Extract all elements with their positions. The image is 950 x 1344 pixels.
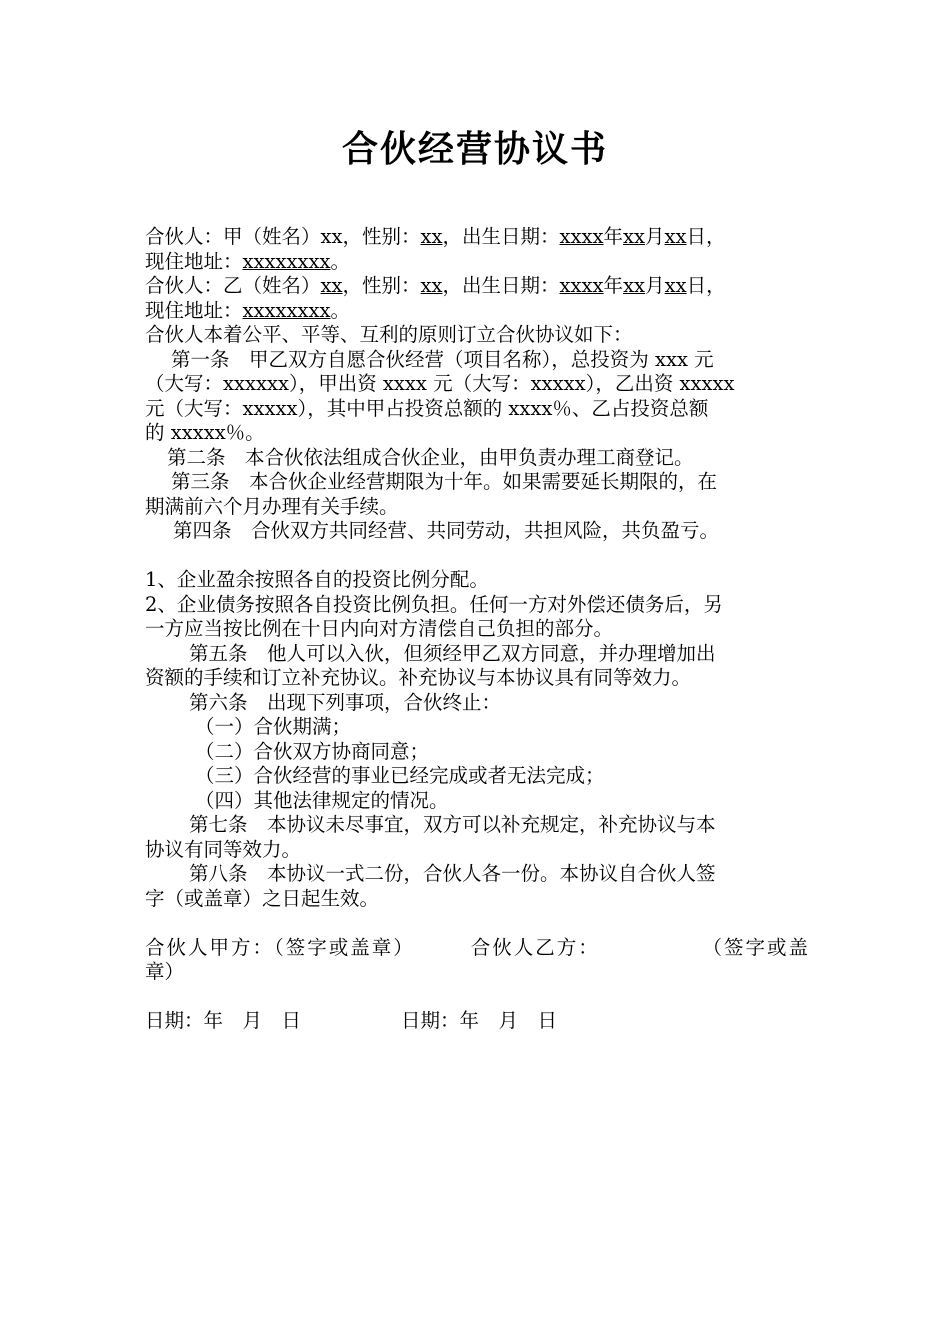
partner-b-name: xx <box>320 274 343 297</box>
partner-b-birth-day: xx <box>664 274 687 297</box>
partner-a-birth-day: xx <box>664 225 687 248</box>
partner-a-address-label: 现住地址： <box>145 249 243 273</box>
article-1-line-2: （大写：xxxxxx），甲出资 xxxx 元（大写：xxxxx），乙出资 xxxxx <box>145 372 735 395</box>
article-4: 第四条 合伙双方共同经营、共同劳动，共担风险，共负盈亏。 <box>173 519 720 542</box>
spacer <box>145 911 810 936</box>
article-6-item: （三）合伙经营的事业已经完成或者无法完成； <box>195 764 605 787</box>
signature-line <box>145 936 810 961</box>
partner-a-prefix: 合伙人：甲（姓名）xx，性别： <box>145 225 421 248</box>
signature-party-b: 合伙人乙方： <box>470 935 600 959</box>
date-party-b: 日期：年 月 日 <box>401 1009 558 1032</box>
article-3-line-2: 期满前六个月办理有关手续。 <box>145 494 399 518</box>
partner-a-birth-year: xxxx <box>559 225 604 248</box>
article-1-line-3: 元（大写：xxxxx），其中甲占投资总额的 xxxx％、乙占投资总额 <box>145 396 709 420</box>
partner-b-line <box>145 274 810 299</box>
article-7-line-2: 协议有同等效力。 <box>145 837 302 861</box>
debt-item-line-2: 一方应当按比例在十日内向对方清偿自己负担的部分。 <box>145 617 614 640</box>
partner-b-day-unit: 日， <box>686 274 726 297</box>
document-body <box>145 225 810 1034</box>
partner-b-gender: xx <box>420 274 443 297</box>
partner-b-birth-month: xx <box>623 274 646 297</box>
article-1-line-1: 第一条 甲乙双方自愿合伙经营（项目名称），总投资为 xxx 元 <box>171 347 714 371</box>
partner-b-birth-year: xxxx <box>559 274 604 297</box>
profit-item: 1、企业盈余按照各自的投资比例分配。 <box>145 568 489 591</box>
partner-a-address: xxxxxxxx <box>242 249 331 273</box>
partner-a-year-unit: 年 <box>603 225 624 248</box>
partner-a-address-end: 。 <box>330 249 351 273</box>
partner-a-birth-month: xx <box>623 225 646 248</box>
partner-a-birth-label: ，出生日期： <box>442 225 560 248</box>
article-6-heading: 第六条 出现下列事项，合伙终止： <box>189 690 502 714</box>
article-1-line-4: 的 xxxxx％。 <box>145 421 265 444</box>
partner-a-address-line <box>145 250 810 275</box>
partner-b-birth-label: ，出生日期： <box>442 274 560 297</box>
debt-item-line-1: 2、企业债务按照各自投资比例负担。任何一方对外偿还债务后，另 <box>145 592 723 616</box>
partner-b-month-unit: 月 <box>645 274 665 297</box>
partner-b-gender-label: ，性别： <box>342 274 421 297</box>
document-title: 合伙经营协议书 <box>341 129 608 170</box>
partner-a-month-unit: 月 <box>645 225 665 248</box>
partner-a-day-unit: 日， <box>686 225 726 248</box>
signature-party-a: 合伙人甲方：（签字或盖章） <box>145 935 415 959</box>
partner-b-year-unit: 年 <box>603 274 624 297</box>
spacer <box>145 985 810 1010</box>
article-8-line-1: 第八条 本协议一式二份，合伙人各一份。本协议自合伙人签 <box>189 862 716 885</box>
article-7-line-1: 第七条 本协议未尽事宜，双方可以补充规定，补充协议与本 <box>189 813 716 836</box>
article-6-item: （二）合伙双方协商同意； <box>195 739 430 763</box>
intro-paragraph: 合伙人本着公平、平等、互利的原则订立合伙协议如下： <box>145 323 633 346</box>
partner-a-line <box>145 225 810 250</box>
signature-party-b-seal-end: 章） <box>145 960 185 983</box>
date-party-a: 日期：年 月 日 <box>145 1009 302 1032</box>
partner-b-prefix: 合伙人：乙（姓名） <box>145 274 321 297</box>
signature-party-b-seal: （签字或盖 <box>702 935 810 959</box>
article-3-line-1: 第三条 本合伙企业经营期限为十年。如果需要延长期限的，在 <box>171 470 718 493</box>
article-5-line-1: 第五条 他人可以入伙，但须经甲乙双方同意，并办理增加出 <box>189 641 716 665</box>
article-5-line-2: 资额的手续和订立补充协议。补充协议与本协议具有同等效力。 <box>145 666 692 689</box>
article-8-line-2: 字（或盖章）之日起生效。 <box>145 886 380 910</box>
spacer <box>145 544 810 569</box>
partner-b-address-line <box>145 299 810 324</box>
article-2: 第二条 本合伙依法组成合伙企业，由甲负责办理工商登记。 <box>167 445 694 469</box>
partner-b-address-label: 现住地址： <box>145 298 243 322</box>
partner-b-address: xxxxxxxx <box>242 298 331 322</box>
article-6-item: （四）其他法律规定的情况。 <box>195 788 449 812</box>
article-6-item: （一）合伙期满； <box>195 715 352 738</box>
partner-a-gender: xx <box>420 225 443 248</box>
partner-b-address-end: 。 <box>330 298 351 322</box>
date-line <box>145 1009 810 1034</box>
